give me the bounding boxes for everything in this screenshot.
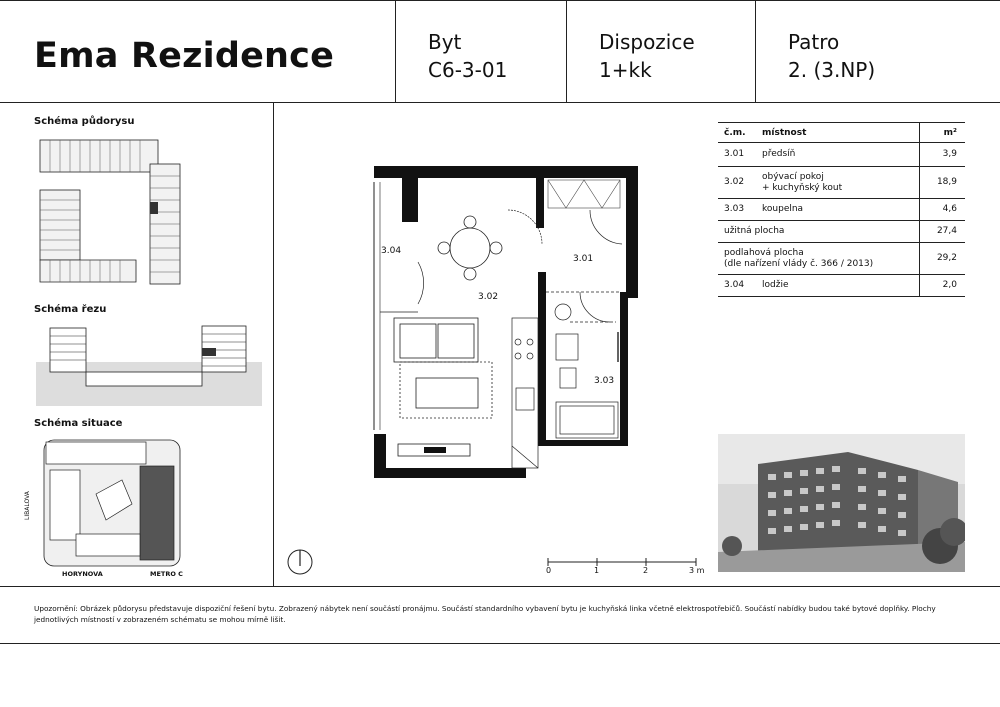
room-no: 3.03 bbox=[718, 199, 756, 221]
summary-label: užitná plocha bbox=[718, 221, 919, 243]
table-header-row bbox=[718, 123, 965, 143]
byt-block bbox=[428, 28, 507, 84]
floor-plan bbox=[360, 162, 640, 482]
table-row bbox=[718, 143, 965, 167]
room-label-loggia: 3.04 bbox=[381, 246, 402, 256]
street-south-label: HORYNOVA bbox=[62, 570, 103, 578]
project-title: Ema Rezidence bbox=[34, 36, 335, 76]
room-name: předsíň bbox=[756, 143, 919, 167]
building-photo bbox=[718, 434, 965, 572]
col-header-no: č.m. bbox=[718, 123, 756, 143]
dispozice-value: 1+kk bbox=[599, 58, 652, 82]
dispozice-block bbox=[599, 28, 695, 84]
table-row-summary bbox=[718, 243, 965, 275]
patro-value: 2. (3.NP) bbox=[788, 58, 876, 82]
col-header-room: místnost bbox=[756, 123, 919, 143]
room-label-living: 3.02 bbox=[478, 292, 499, 302]
bottom-divider bbox=[0, 643, 1000, 644]
metro-label: METRO C bbox=[150, 570, 183, 578]
scale-tick-0: 0 bbox=[546, 566, 552, 575]
scale-tick-1: 1 bbox=[594, 566, 600, 575]
table-row bbox=[718, 275, 965, 297]
scheme-site-label: Schéma situace bbox=[34, 418, 123, 429]
table-row bbox=[718, 199, 965, 221]
summary-label: podlahová plocha (dle nařízení vlády č. 366 / 2013) bbox=[718, 243, 919, 275]
top-border bbox=[0, 0, 1000, 1]
table-row-summary bbox=[718, 221, 965, 243]
table-row bbox=[718, 167, 965, 199]
col-header-area: m² bbox=[919, 123, 965, 143]
room-area: 18,9 bbox=[919, 167, 965, 199]
scheme-floorplan-label: Schéma půdorysu bbox=[34, 116, 135, 127]
byt-label: Byt bbox=[428, 30, 462, 54]
summary-area: 29,2 bbox=[919, 243, 965, 275]
room-area: 4,6 bbox=[919, 199, 965, 221]
room-name: obývací pokoj + kuchyňský kout bbox=[756, 167, 919, 199]
room-area: 2,0 bbox=[919, 275, 965, 297]
patro-label: Patro bbox=[788, 30, 840, 54]
scale-tick-2: 2 bbox=[643, 566, 649, 575]
room-no: 3.02 bbox=[718, 167, 756, 199]
room-label-bathroom: 3.03 bbox=[594, 376, 615, 386]
north-arrow-icon bbox=[286, 548, 314, 576]
header-col-1 bbox=[395, 0, 396, 102]
dispozice-label: Dispozice bbox=[599, 30, 695, 54]
room-no: 3.01 bbox=[718, 143, 756, 167]
room-no: 3.04 bbox=[718, 275, 756, 297]
scheme-floorplan-image bbox=[36, 132, 186, 288]
disclaimer-note: Upozornění: Obrázek půdorysu představuje dispoziční řešení bytu. Zobrazený nábytek není součástí pronájmu. Součástí standardního vybavení bytu je kuchyňská linka včetně elektrospotřebičů. Součástí nabídky budou také bytové doplňky. Plochy jednotlivých místností v zobrazeném schématu se mohou mírně lišit. bbox=[34, 604, 936, 624]
scheme-section-label: Schéma řezu bbox=[34, 304, 107, 315]
room-name: koupelna bbox=[756, 199, 919, 221]
scale-bar bbox=[546, 556, 706, 568]
street-west-label: LIBALOVA bbox=[24, 491, 31, 520]
header-divider bbox=[0, 102, 1000, 103]
header-col-3 bbox=[755, 0, 756, 102]
room-table bbox=[718, 122, 965, 297]
body-col-left bbox=[273, 102, 274, 586]
patro-block bbox=[788, 28, 875, 84]
scheme-site-image bbox=[36, 434, 186, 582]
room-label-hall: 3.01 bbox=[573, 254, 594, 264]
room-name: lodžie bbox=[756, 275, 919, 297]
room-area: 3,9 bbox=[919, 143, 965, 167]
summary-area: 27,4 bbox=[919, 221, 965, 243]
byt-value: C6-3-01 bbox=[428, 58, 508, 82]
scale-tick-3m: 3 m bbox=[689, 566, 705, 575]
header-col-2 bbox=[566, 0, 567, 102]
scheme-section-image bbox=[36, 322, 262, 406]
body-divider bbox=[0, 586, 1000, 587]
